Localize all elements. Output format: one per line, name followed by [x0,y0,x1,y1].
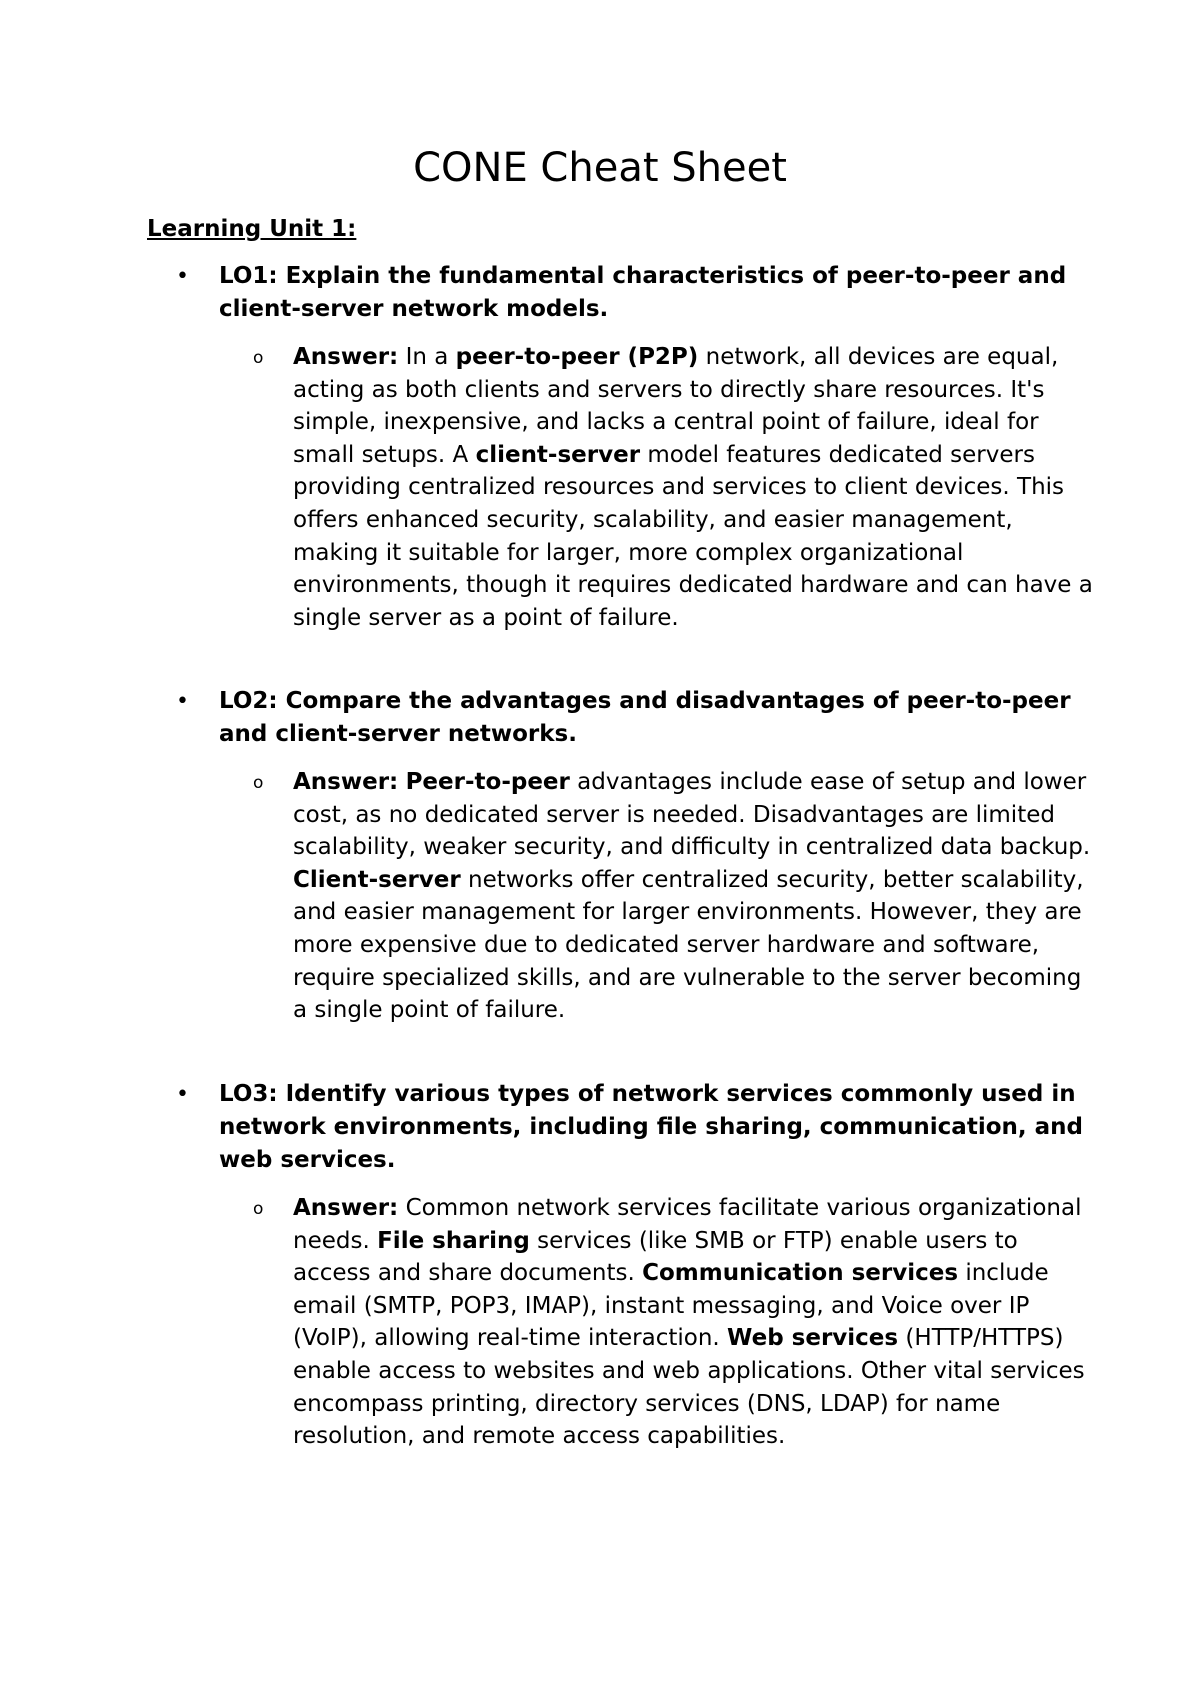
unit-heading: Learning Unit 1: [147,216,357,242]
sub-bullet-icon: o [253,773,264,793]
learning-outcome-2 [176,685,1096,1027]
lo3-answer [253,1192,1096,1453]
sub-bullet-icon: o [253,1199,264,1219]
bullet-icon: • [176,264,189,289]
term-web-services: Web services [727,1325,899,1352]
learning-outcome-3 [176,1078,1096,1453]
lo3-answer-text: Answer: Common network services facilitate various organizational needs. File sharing services (like SMB or FTP) enable users to access and share documents. Communication services include email (SMTP, POP3, IMAP), instant messaging, and Voice over IP (VoIP), allowing real-time interaction. Web services (HTTP/HTTPS) enable access to websites and web applications. Other vital services encompass printing, directory services (DNS, LDAP) for name resolution, and remote access capabilities. [293,1195,1085,1450]
lo2-question: LO2: Compare the advantages and disadvantages of peer-to-peer and client-server networks. [219,688,1071,747]
page-title: CONE Cheat Sheet [413,145,787,191]
lo2-answer [253,766,1096,1027]
bullet-icon: • [176,689,189,714]
term-file-sharing: File sharing [377,1227,530,1254]
term-client-server: Client-server [293,866,461,893]
term-communication-services: Communication services [642,1260,959,1287]
lo1-question: LO1: Explain the fundamental characteristics of peer-to-peer and client-server network models. [219,263,1067,322]
term-client-server: client-server [475,441,641,468]
lo1-answer-text: Answer: In a peer-to-peer (P2P) network, all devices are equal, acting as both clients and servers to directly share resources. It's simple, inexpensive, and lacks a central point of failure, ideal for small setups. A client-server model features dedicated servers providing centralized resources and services to client devices. This offers enhanced security, scalability, and easier management, making it suitable for larger, more complex organizational environments, though it requires dedicated hardware and can have a single server as a point of failure. [293,344,1093,631]
lo3-question: LO3: Identify various types of network services commonly used in network environments, including file sharing, communication, and web services. [219,1081,1083,1173]
answer-label: Answer: [293,769,399,795]
answer-label: Answer: [293,344,399,370]
answer-label: Answer: [293,1195,399,1221]
bullet-icon: • [176,1082,189,1107]
lo1-answer [253,341,1096,634]
term-peer-to-peer: peer-to-peer (P2P) [455,344,699,370]
sub-bullet-icon: o [253,348,264,368]
term-peer-to-peer: Peer-to-peer [405,769,570,795]
learning-outcome-1 [176,260,1096,634]
lo2-answer-text: Answer: Peer-to-peer advantages include ease of setup and lower cost, as no dedicated server is needed. Disadvantages are limited scalability, weaker security, and difficulty in centralized data backup. Client-server networks offer centralized security, better scalability, and easier management for larger environments. However, they are more expensive due to dedicated server hardware and software, require specialized skills, and are vulnerable to the server becoming a single point of failure. [293,769,1091,1024]
